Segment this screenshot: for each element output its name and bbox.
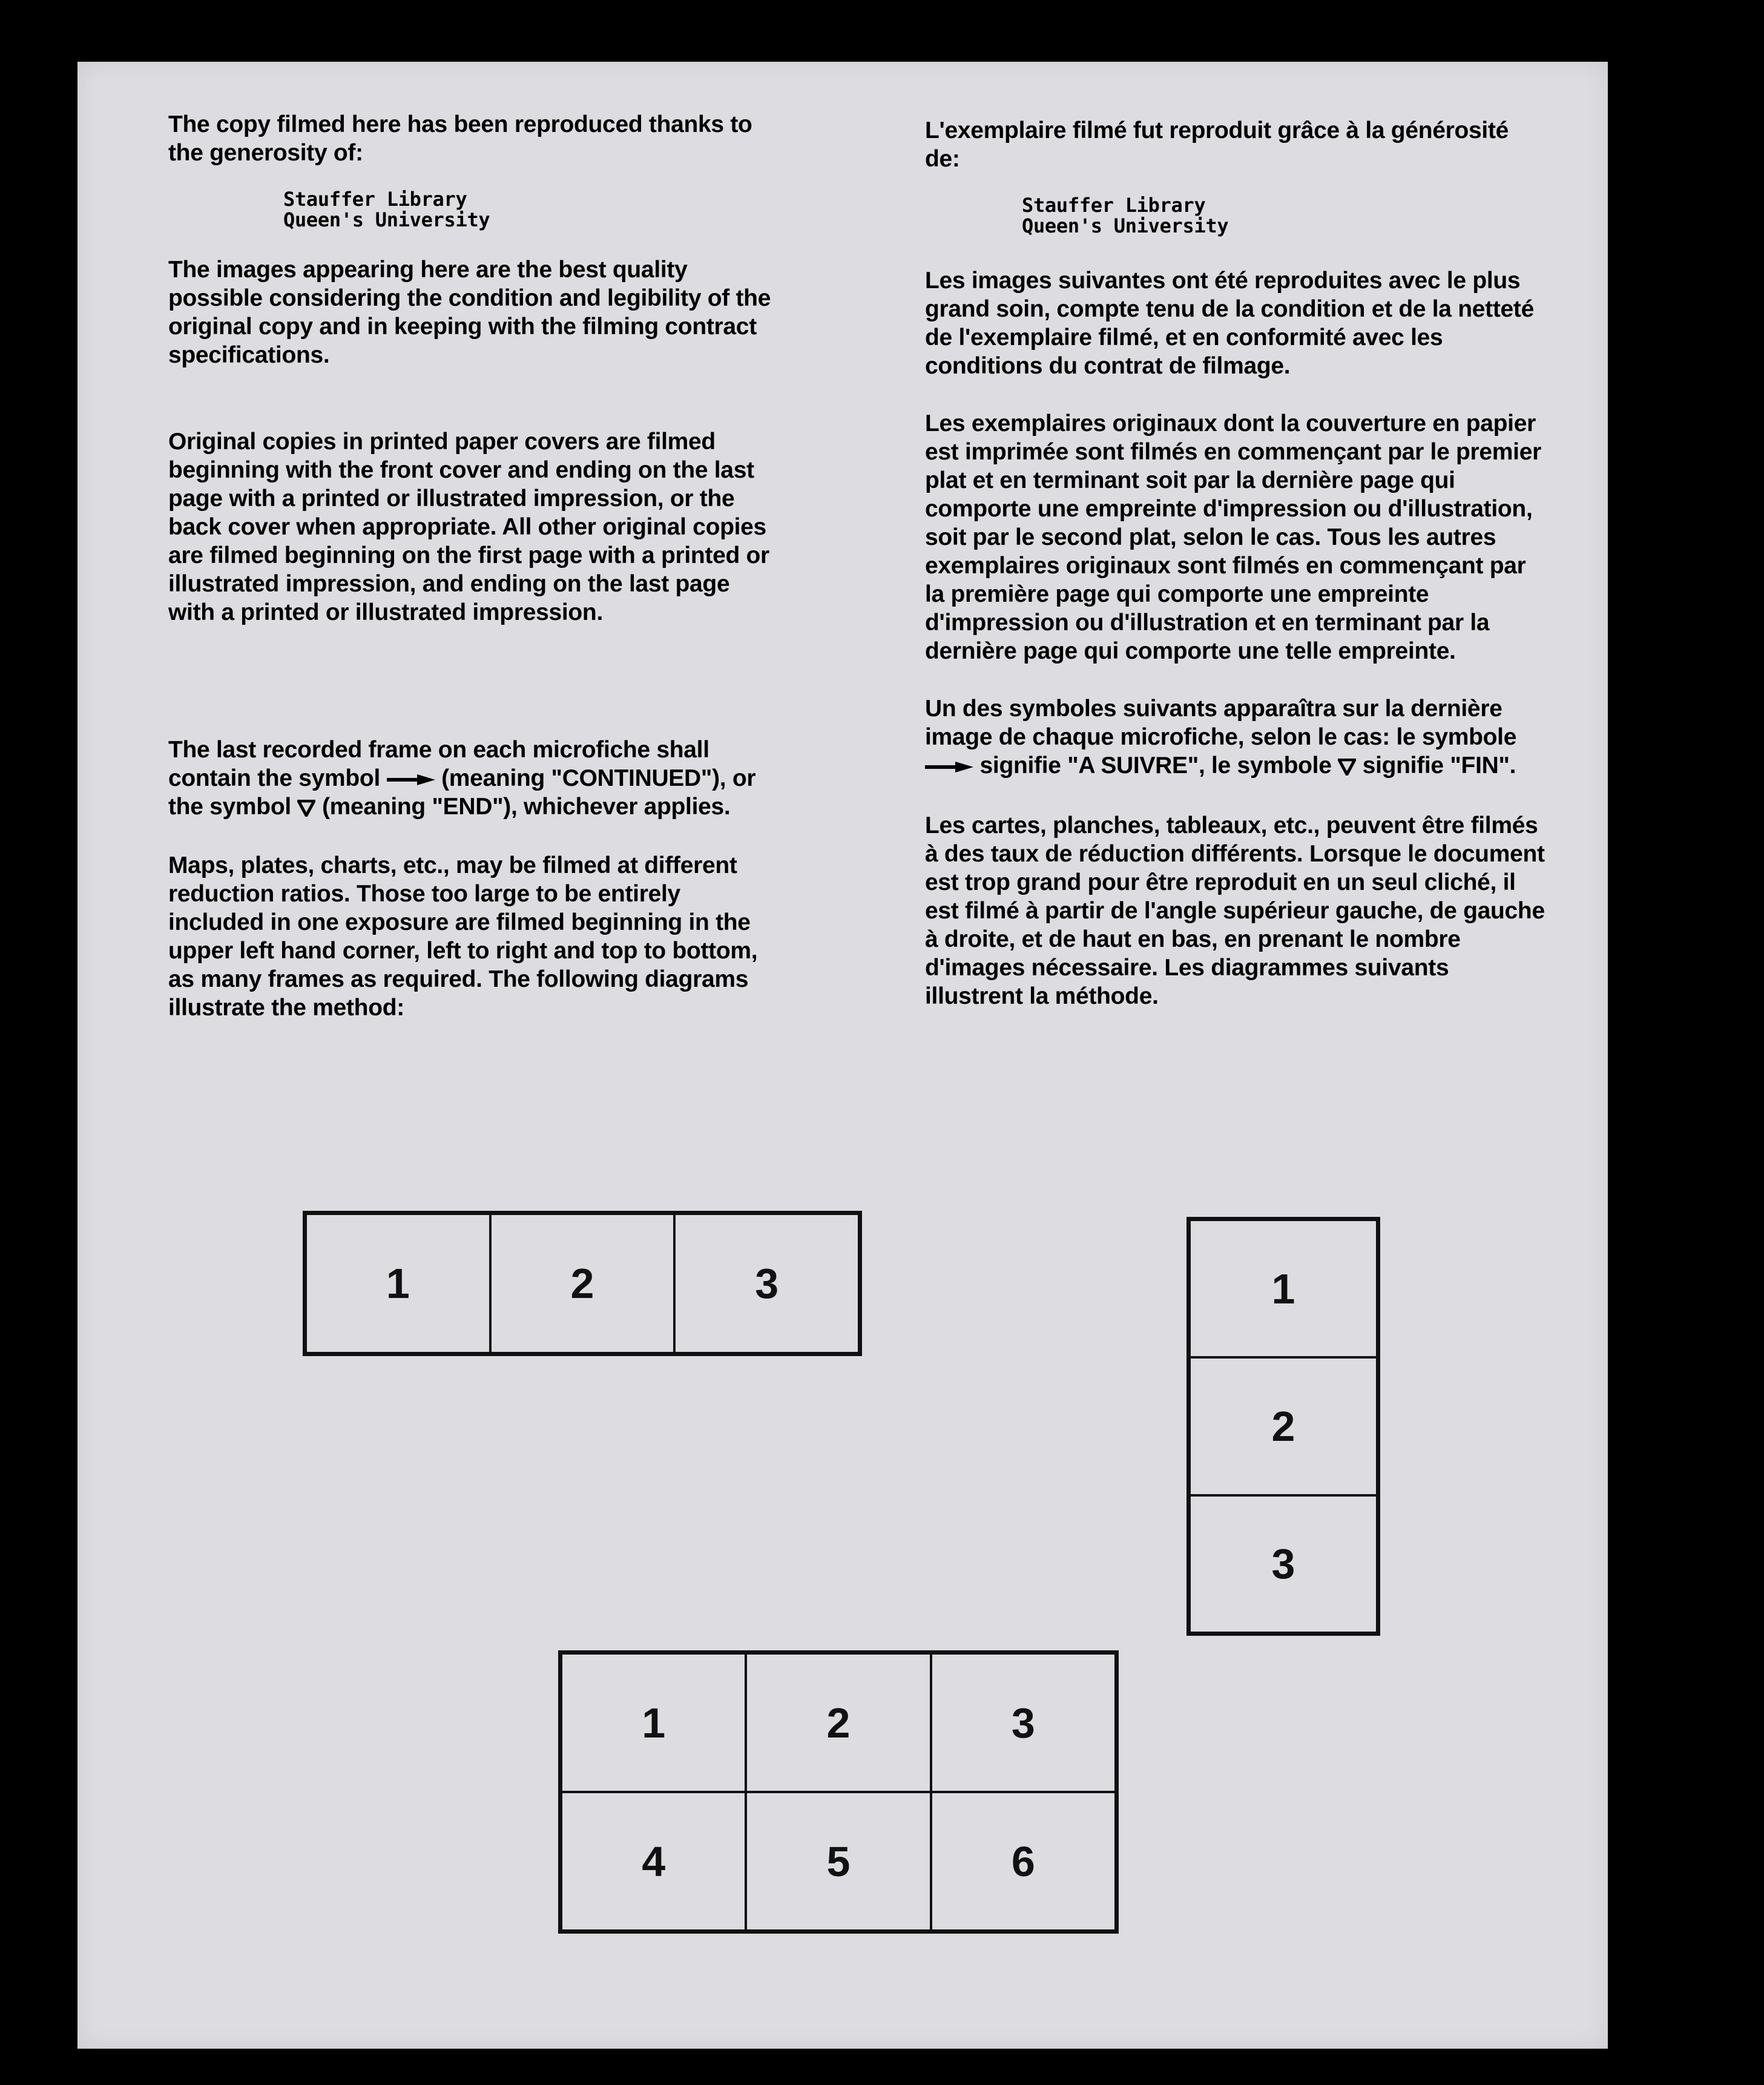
diagram-frame: 3 (673, 1213, 860, 1354)
diagram-frame: 1 (560, 1652, 747, 1793)
document-page (77, 62, 1608, 2049)
french-frame-text-1: Un des symboles suivants apparaîtra sur la dernière image de chaque microfiche, selon le cas: le symbole (925, 696, 1517, 750)
suivre-arrow-icon (925, 761, 973, 773)
english-frame-text-2: (meaning "CONTINUED"), or the symbol (168, 765, 756, 820)
english-frame-text-1: The last recorded frame on each microfiche shall contain the symbol (168, 737, 709, 791)
english-frame-text-3: (meaning "END"), whichever applies. (321, 794, 731, 820)
fin-triangle-icon (1338, 759, 1356, 776)
end-triangle-icon (297, 800, 315, 817)
french-library (1022, 195, 1548, 236)
french-maps-paragraph: Les cartes, planches, tableaux, etc., peuvent être filmés à des taux de réduction différents. Lorsque le document est trop grand pour être reproduit en un seul cliché, il est filmé à partir de l'angle supérieur gauche, de gauche à droite, et de haut en bas, en prenant le nombre d'images nécessaire. Les diagrammes suivants illustrent la méthode. (925, 812, 1545, 1009)
diagram-frame: 3 (930, 1652, 1117, 1793)
diagram-frame: 1 (1188, 1219, 1378, 1359)
english-maps-paragraph: Maps, plates, charts, etc., may be filmed at different reduction ratios. Those too large to be entirely included in one exposure are filmed beginning in the upper left hand corner, left to right and top to bottom, as many frames as required. The following diagrams illustrate the method: (168, 852, 758, 1021)
diagram-frame: 1 (304, 1213, 492, 1354)
english-originals-paragraph: Original copies in printed paper covers are filmed beginning with the front cover and ending on the last page with a printed or illustrated impression, or the back cover when appropriate. All other original copies are filmed beginning on the first page with a printed or illustrated impression, and ending on the last page with a printed or illustrated impression. (168, 429, 769, 625)
horizontal-frame-diagram (303, 1211, 862, 1356)
french-frame-text-2: signifie "A SUIVRE", le symbole (979, 753, 1332, 779)
diagram-frame: 2 (1188, 1356, 1378, 1496)
diagram-frame: 5 (745, 1791, 932, 1932)
french-intro: L'exemplaire filmé fut reproduit grâce à la générosité de: (925, 117, 1509, 172)
english-library-name: Stauffer Library (283, 188, 467, 211)
english-column (168, 110, 774, 1022)
continued-arrow-icon (387, 774, 435, 786)
english-university-name: Queen's University (283, 208, 490, 231)
diagram-frame: 2 (489, 1213, 676, 1354)
english-intro: The copy filmed here has been reproduced thanks to the generosity of: (168, 111, 752, 166)
vertical-frame-diagram (1186, 1217, 1380, 1636)
grid-frame-diagram (558, 1650, 1119, 1934)
french-quality-paragraph: Les images suivantes ont été reproduites avec le plus grand soin, compte tenu de la condition et de la netteté de l'exemplaire filmé, et en conformité avec les conditions du contrat de filmage. (925, 268, 1534, 379)
english-quality-paragraph: The images appearing here are the best quality possible considering the condition and legibility of the original copy and in keeping with the filming contract specifications. (168, 257, 771, 368)
diagram-frame: 2 (745, 1652, 932, 1793)
english-library (283, 189, 774, 230)
french-frame-paragraph (925, 694, 1548, 780)
diagram-frame: 6 (930, 1791, 1117, 1932)
french-column (925, 116, 1548, 1010)
french-university-name: Queen's University (1022, 214, 1229, 237)
diagram-frame: 4 (560, 1791, 747, 1932)
french-library-name: Stauffer Library (1022, 194, 1206, 217)
english-frame-paragraph (168, 736, 774, 821)
diagram-frame: 3 (1188, 1494, 1378, 1634)
french-originals-paragraph: Les exemplaires originaux dont la couverture en papier est imprimée sont filmés en commençant par le premier plat et en terminant soit par la dernière page qui comporte une empreinte d'impression ou d'illustration, soit par le second plat, selon le cas. Tous les autres exemplaires originaux sont filmés en commençant par la première page qui comporte une empreinte d'impression ou d'illustration et en terminant par la dernière page qui comporte une telle empreinte. (925, 410, 1541, 664)
french-frame-text-3: signifie "FIN". (1362, 753, 1516, 779)
